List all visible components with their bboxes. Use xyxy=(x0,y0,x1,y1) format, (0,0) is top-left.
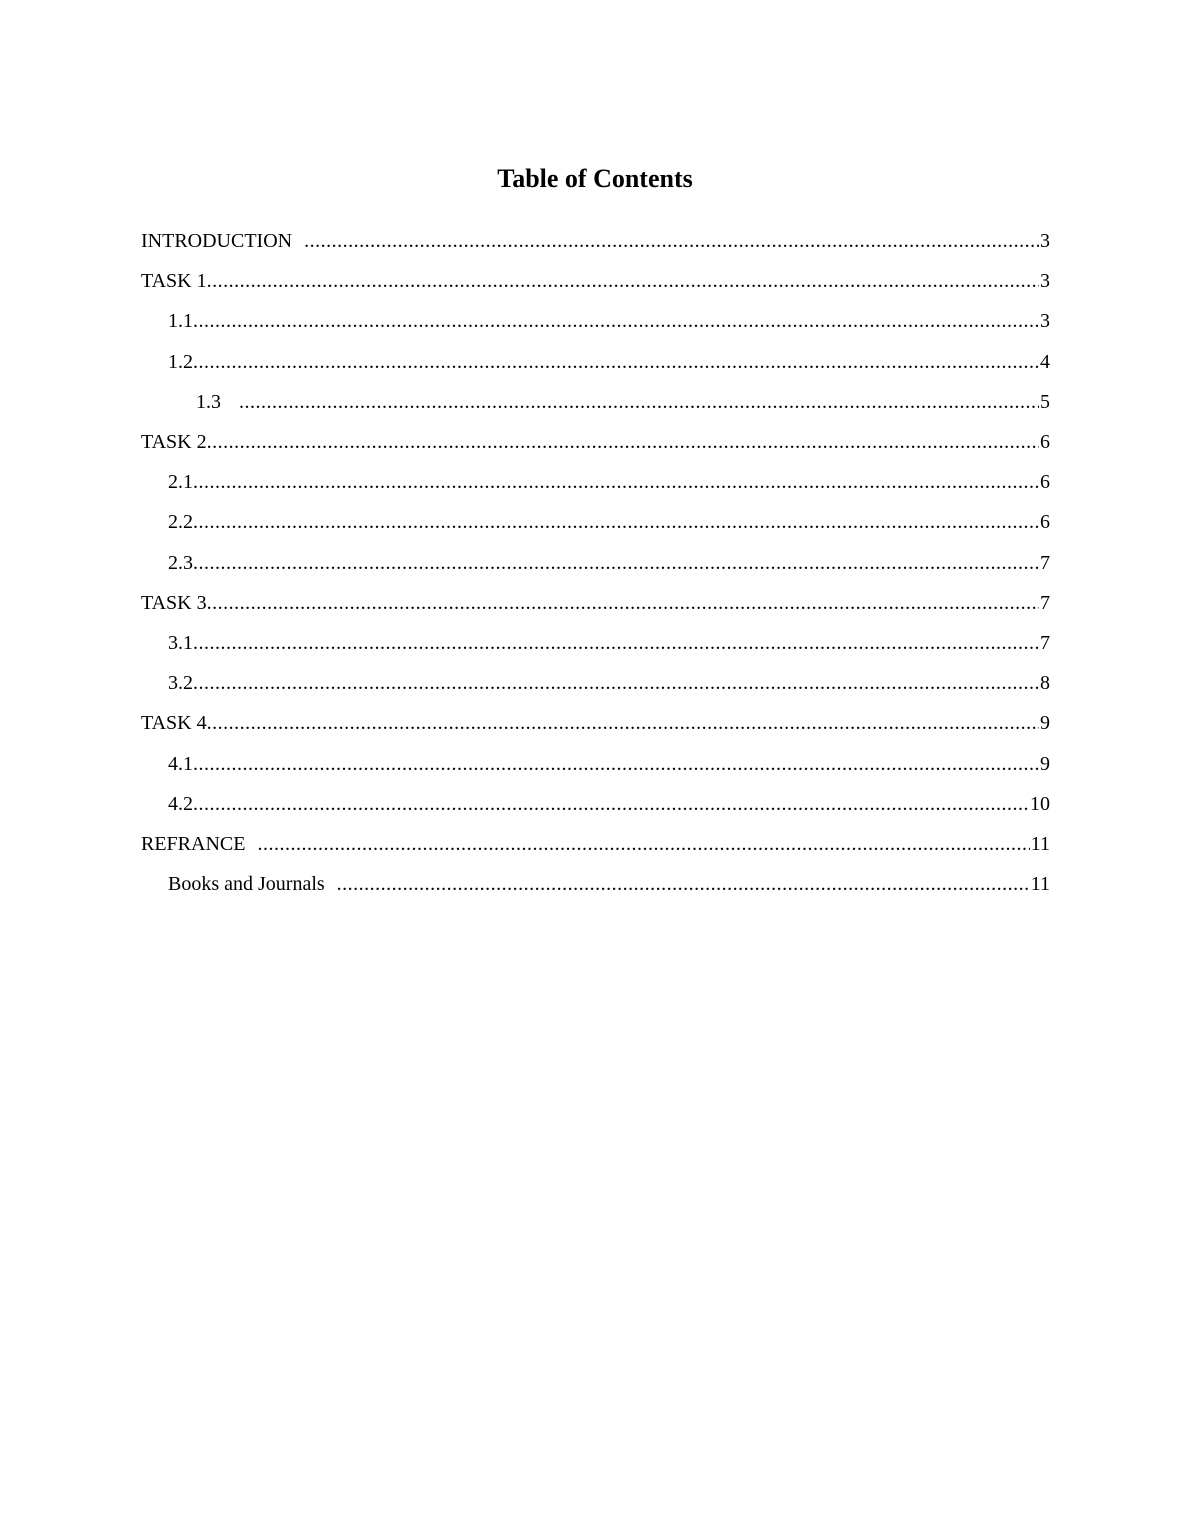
toc-entry-page: 7 xyxy=(1040,591,1050,614)
toc-entry-3-2[interactable] xyxy=(141,663,1050,703)
toc-entry-label: 2.1 xyxy=(168,471,193,494)
toc-entry-page: 9 xyxy=(1040,752,1050,775)
toc-entry-2-1[interactable] xyxy=(141,462,1050,502)
toc-entry-label: Books and Journals xyxy=(168,872,337,896)
toc-dot-leader xyxy=(304,229,1039,253)
toc-entry-page: 4 xyxy=(1040,350,1050,373)
toc-dot-leader xyxy=(193,631,1039,655)
toc-entry-label: 1.3 xyxy=(196,390,239,414)
toc-dot-leader xyxy=(239,390,1039,414)
toc-entry-page: 3 xyxy=(1040,270,1050,293)
toc-entry-introduction[interactable] xyxy=(141,221,1050,261)
toc-dot-leader xyxy=(193,671,1039,695)
toc-dot-leader xyxy=(207,269,1039,293)
toc-entry-label: 2.2 xyxy=(168,511,193,534)
toc-entry-refrance[interactable] xyxy=(141,824,1050,864)
toc-dot-leader xyxy=(257,832,1029,856)
toc-entry-page: 9 xyxy=(1040,712,1050,735)
toc-entry-3-1[interactable] xyxy=(141,623,1050,663)
toc-dot-leader xyxy=(193,350,1039,374)
toc-entry-books-and-journals[interactable] xyxy=(141,864,1050,904)
toc-entry-label: 2.3 xyxy=(168,551,193,574)
toc-dot-leader xyxy=(193,309,1039,333)
toc-entry-2-3[interactable] xyxy=(141,543,1050,583)
toc-dot-leader xyxy=(207,711,1039,735)
toc-entry-4-2[interactable] xyxy=(141,784,1050,824)
toc-entry-page: 7 xyxy=(1040,551,1050,574)
toc-dot-leader xyxy=(193,752,1039,776)
toc-entry-page: 7 xyxy=(1040,631,1050,654)
toc-entry-label: REFRANCE xyxy=(141,832,257,856)
toc-entry-task-4[interactable] xyxy=(141,703,1050,743)
toc-entry-label: TASK 2 xyxy=(141,431,207,454)
toc-dot-leader xyxy=(207,430,1039,454)
toc-entry-label: 1.1 xyxy=(168,310,193,333)
toc-entry-page: 8 xyxy=(1040,672,1050,695)
toc-entry-page: 3 xyxy=(1040,230,1050,253)
toc-entry-page: 6 xyxy=(1040,511,1050,534)
toc-entry-label: 4.1 xyxy=(168,752,193,775)
toc-entry-1-3[interactable] xyxy=(141,382,1050,422)
toc-dot-leader xyxy=(193,551,1039,575)
toc-entry-label: TASK 1 xyxy=(141,270,207,293)
toc-entry-page: 10 xyxy=(1030,792,1050,815)
toc-title: Table of Contents xyxy=(497,164,693,193)
toc-list xyxy=(141,221,1050,904)
toc-entry-1-1[interactable] xyxy=(141,301,1050,341)
toc-entry-1-2[interactable] xyxy=(141,342,1050,382)
toc-entry-label: INTRODUCTION xyxy=(141,229,304,253)
toc-dot-leader xyxy=(193,792,1029,816)
toc-entry-page: 11 xyxy=(1030,873,1050,896)
toc-entry-page: 3 xyxy=(1040,310,1050,333)
toc-entry-2-2[interactable] xyxy=(141,502,1050,542)
toc-entry-label: TASK 4 xyxy=(141,712,207,735)
toc-entry-task-2[interactable] xyxy=(141,422,1050,462)
toc-entry-page: 5 xyxy=(1040,390,1050,413)
toc-entry-page: 11 xyxy=(1030,832,1050,855)
toc-entry-page: 6 xyxy=(1040,471,1050,494)
toc-entry-task-3[interactable] xyxy=(141,583,1050,623)
toc-dot-leader xyxy=(207,591,1039,615)
toc-entry-label: 3.1 xyxy=(168,631,193,654)
toc-dot-leader xyxy=(193,470,1039,494)
toc-entry-page: 6 xyxy=(1040,431,1050,454)
toc-dot-leader xyxy=(193,510,1039,534)
toc-entry-label: 3.2 xyxy=(168,672,193,695)
toc-entry-task-1[interactable] xyxy=(141,261,1050,301)
toc-entry-label: 1.2 xyxy=(168,350,193,373)
toc-dot-leader xyxy=(337,872,1030,896)
toc-entry-label: TASK 3 xyxy=(141,591,207,614)
toc-entry-label: 4.2 xyxy=(168,792,193,815)
toc-entry-4-1[interactable] xyxy=(141,743,1050,783)
